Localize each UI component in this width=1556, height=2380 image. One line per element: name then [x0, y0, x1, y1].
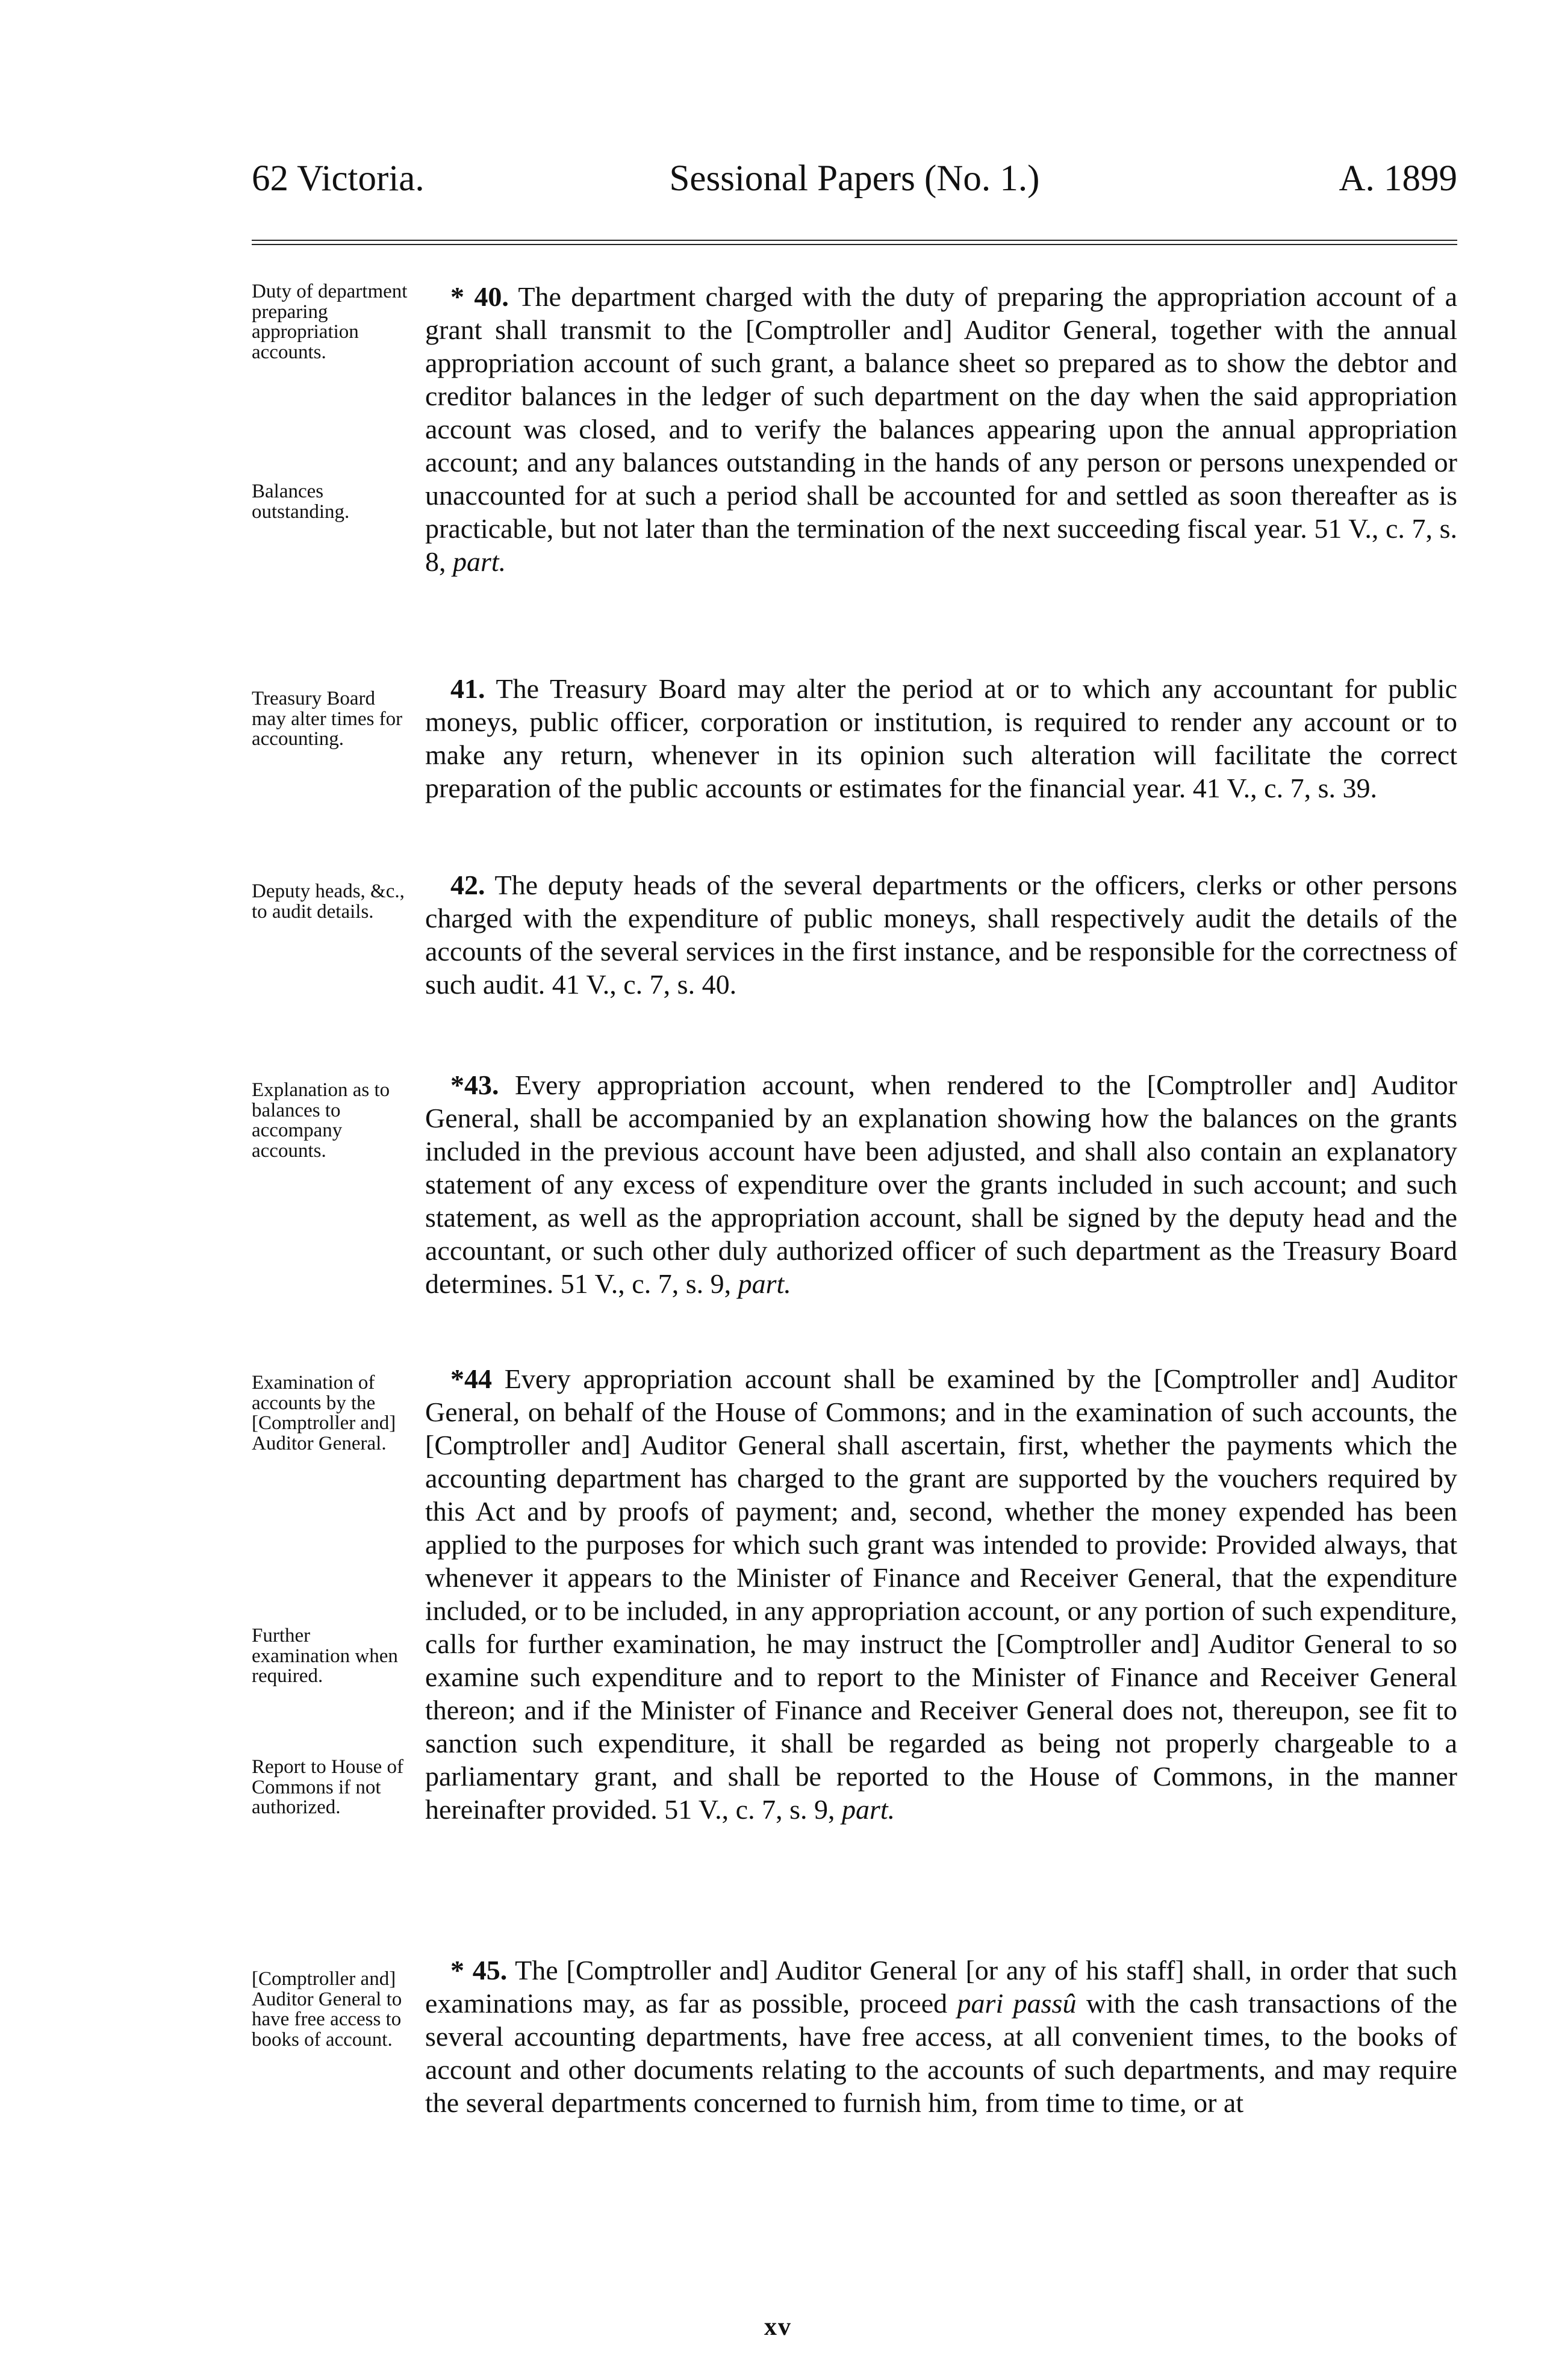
section-text: Every appropriation account shall be examined by the [Comptroller and] Auditor General, on behalf of the House of Commons; and in the examination of such accounts, the [Comptroller and] Auditor General shall ascertain, first, whether the payments which the accounting department has charged to the grant are supported by the vouchers required by this Act and by proofs of payment; and, second, whether the money expended has been applied to the purposes for which such grant was intended to provide: Provided always, that whenever it appears to the Minister of Finance and Receiver General, that the expenditure included, or to be included, in any appropriation account, or any portion of such expenditure, calls for further examination, he may instruct the [Comptroller and] Auditor General to so examine such expenditure and to report to the Minister of Finance and Receiver General thereon; and if the Minister of Finance and Receiver General does not, thereupon, see fit to sanction such expenditure, it shall be regarded as being not properly chargeable to a parliamentary grant, and shall be reported to the House of Commons, in the manner hereinafter provided. 51 V., c. 7, s. 9, [425, 1363, 1458, 1825]
section-text: The [Comptroller and] Auditor General [or any of his staff] shall, in order that such examinations may, as far as possible, proceed [425, 1955, 1457, 2019]
section-41 [425, 672, 1457, 805]
section-ref-part: part. [841, 1794, 895, 1825]
section-ref-part: part. [453, 546, 506, 577]
margin-note-40-balances: Balances outstanding. [252, 481, 350, 523]
running-header [252, 158, 1457, 206]
section-number: 41. [450, 673, 485, 704]
margin-note-41: Treasury Board may alter times for accounting. [252, 688, 403, 750]
section-text: Every appropriation account, when rendered to the [Comptroller and] Auditor General, shall be accompanied by an explanation showing how the balances on the grants included in the previous account have been adjusted, and shall also contain an explanatory statement of any excess of expenditure over the grants included in such account; and such statement, as well as the appropriation account, shall be signed by the deputy head and the accountant, or such other duly authorized officer of such department as the Treasury Board determines. 51 V., c. 7, s. 9, [425, 1070, 1457, 1299]
header-rule-top [252, 240, 1457, 241]
section-latin-phrase: pari passû [957, 1988, 1077, 2019]
section-45 [425, 1954, 1457, 2119]
margin-note-45: [Comptroller and] Auditor General to have free access to books of account. [252, 1968, 402, 2051]
header-session: 62 Victoria. [252, 158, 425, 199]
section-number: * 40. [450, 281, 509, 312]
section-number: * 45. [450, 1955, 508, 1986]
header-rule-bottom [252, 244, 1457, 245]
section-43 [425, 1068, 1457, 1300]
section-text-continued: with the cash transactions of the several accounting departments, have free access, at all convenient times, to the books of account and other documents relating to the accounts of such departments, and may require the several departments concerned to furnish him, from time to time, or at [425, 1988, 1458, 2118]
section-40 [425, 280, 1457, 578]
section-text: The department charged with the duty of preparing the appropriation account of a grant shall transmit to the [Comptroller and] Auditor General, together with the annual appropriation account of such grant, a balance sheet so prepared as to show the debtor and creditor balances in the ledger of such department on the day when the said appropriation account was closed, and to verify the balances appearing upon the annual appropriation account; and any balances outstanding in the hands of any person or persons unexpended or unaccounted for at such a period shall be accounted for and settled as soon thereafter as is practicable, but not later than the termination of the next succeeding fiscal year. 51 V., c. 7, s. 8, [425, 281, 1457, 577]
section-42 [425, 868, 1457, 1001]
section-text: The deputy heads of the several departments or the officers, clerks or other persons charged with the expenditure of public moneys, shall respectively audit the details of the accounts of the several services in the first instance, and be responsible for the correctness of such audit. 41 V., c. 7, s. 40. [425, 870, 1458, 1000]
section-number: *44 [450, 1363, 492, 1394]
header-year: A. 1899 [1339, 158, 1457, 199]
section-ref-part: part. [738, 1268, 791, 1299]
page-folio: xv [764, 2313, 792, 2341]
section-number: *43. [450, 1070, 499, 1100]
header-title: Sessional Papers (No. 1.) [669, 158, 1040, 199]
margin-note-44-report: Report to House of Commons if not authorized. [252, 1756, 404, 1819]
margin-note-42: Deputy heads, &c., to audit details. [252, 880, 405, 923]
section-44 [425, 1362, 1457, 1826]
section-text: The Treasury Board may alter the period at or to which any accountant for public moneys, public officer, corporation or institution, is required to render any account or to make any return, whenever in its opinion such alteration will facilitate the correct preparation of the public accounts or estimates for the financial year. 41 V., c. 7, s. 39. [425, 673, 1458, 803]
margin-note-40-duty: Duty of department preparing appropriation accounts. [252, 281, 408, 363]
margin-note-44-examination: Examination of accounts by the [Comptroller and] Auditor General. [252, 1372, 396, 1454]
margin-note-43: Explanation as to balances to accompany accounts. [252, 1079, 390, 1162]
margin-note-44-further: Further examination when required. [252, 1625, 398, 1687]
section-number: 42. [450, 870, 485, 900]
